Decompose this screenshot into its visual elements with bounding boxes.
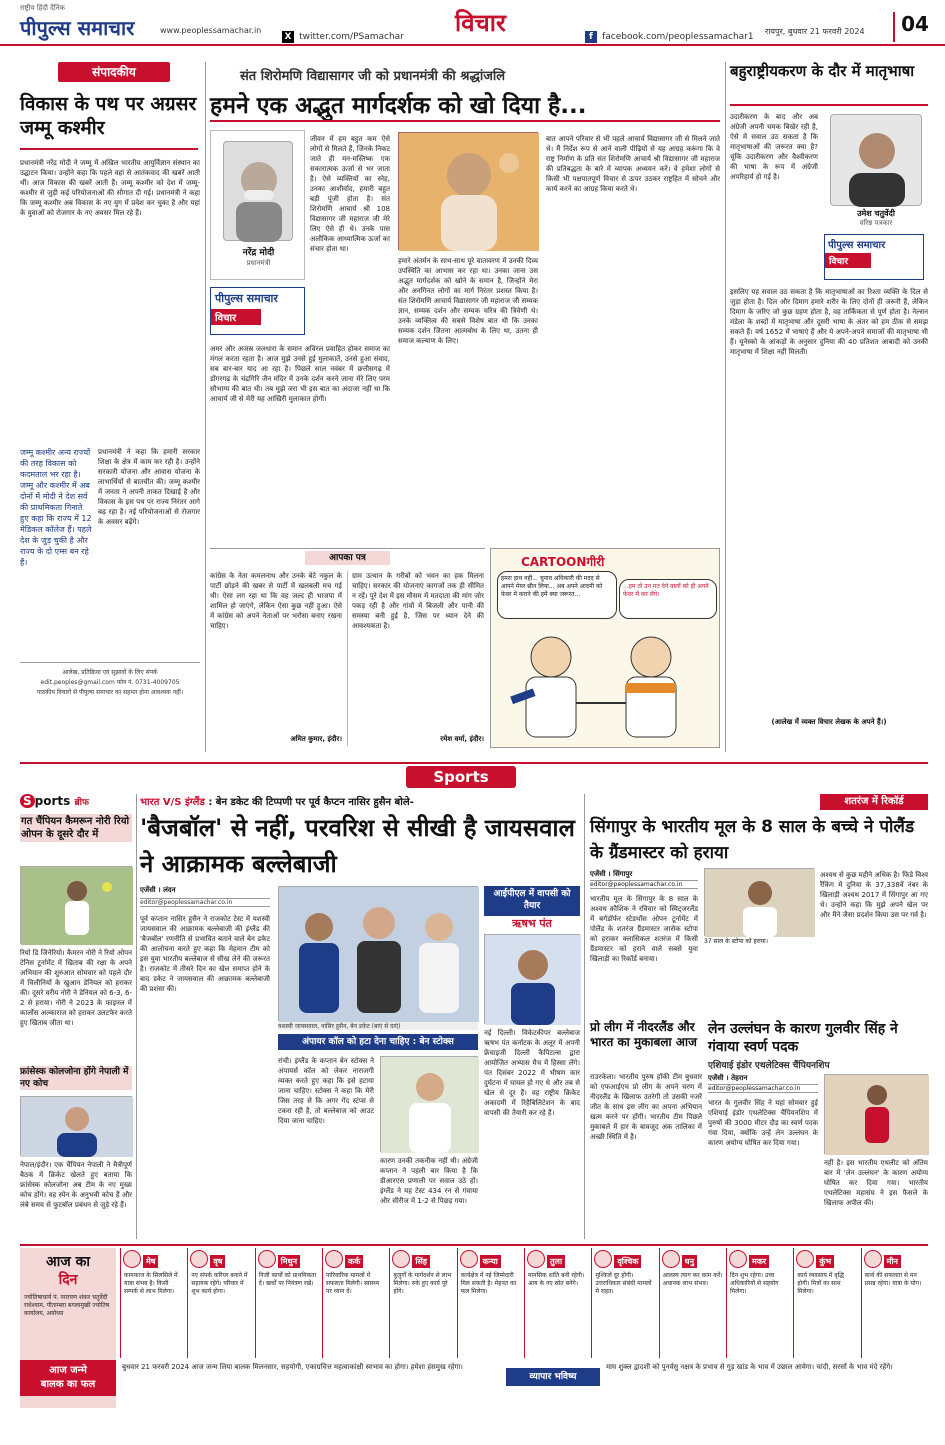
side-body: इसलिए यह सवाल उठ सकता है कि मातृभाषाओं का रिश्ता व्यक्ति के दिल से जुड़ा होता है। दिल और दिमाग हमारे शरीर के लिए दोनों ही जरूरी हैं, लेकिन दिमाग के जरिए जो कुछ ग्रहण होता है, वह तार्किकता से पूर्ण होता है। नेल्सन मंडेला के शब्दों में मातृभाषा और दूसरी भाषा के अंतर को हम ठीक से समझ सकते हैं। वर्ष 1652 में भाषाएं हैं और ये अपने-अपने समाजों की मातृभाषा भी हैं। यूनेस्को के आंकड़ों के अनुसार दुनिया की 40 प्रतिशत आबादी को उनकी मातृभाषा में शिक्षा नहीं मिलती।: [730, 288, 928, 356]
lead-article: [210, 62, 720, 542]
sports-brief-tag-brief: ब्रीफ: [74, 798, 89, 808]
horoscope-sign: [322, 1248, 389, 1358]
brief-headline-2: फ्रांसेस्क कोलजोना होंगे नेपाली में नए कोच: [20, 1066, 132, 1090]
letters-title: आपका पत्र: [305, 551, 390, 565]
chess-byline: एजेंसी । सिंगापुर: [590, 870, 633, 878]
sports-main-title: 'बैजबॉल' से नहीं, परवरिश से सीखी है जायसवाल ने आक्रामक बल्लेबाजी: [140, 814, 575, 878]
lead-photo: [398, 132, 538, 250]
divider: [20, 762, 928, 764]
sports-kicker-text: : बेन डकेट की टिप्पणी पर पूर्व कैप्टन नासिर हुसैन बोले-: [208, 797, 414, 808]
letter-2: ग्राम उत्थान के गरीबों को भवन का हक मिलना चाहिए। सरकार की योजनाएं कागजों तक ही सीमित न रहें। पूरे देश में इस मौसम में मतदाता की मांग जोर पकड़ रही है और गांवों में बिजली और पानी की समस्या बनी हुई है, जिस पर ध्यान देने की आवश्यकता है।: [352, 572, 484, 630]
lead-col3: हमारे अंतर्मन के साथ-साथ पूरे वातावरण में उनकी दिव्य उपस्थिति का आभास कर रहा था। उनका जाना उस अद्भुत मार्गदर्शक को खोने के समान है, जिन्होंने मेरा और अनगिनत लोगों का मार्ग निरंतर प्रशस्त किया है। संत शिरोमणि आचार्य विद्यासागर जी महाराज जी सम्यक ज्ञान, सम्यक दर्शन और सम्यक चरित्र की त्रिवेणी थे। उनके व्यक्तित्व की सबसे विशेष बात थी कि उनका सम्यक दर्शन जितना आत्मबोध के लिए था, उतना ही समाज कल्याण के लिए।: [398, 257, 538, 345]
child-chess-player-icon: [705, 869, 815, 937]
athlete-runner-icon: [825, 1075, 929, 1155]
lead-title: हमने एक अद्भुत मार्गदर्शक को खो दिया है...: [210, 93, 587, 119]
sports-main-article: [140, 794, 580, 1239]
horoscope-sign-name: मेष: [143, 1255, 158, 1268]
athlete-photo: [824, 1074, 928, 1154]
lead-kicker: संत शिरोमणि विद्यासागर जी को प्रधानमंत्री की श्रद्धांजलि: [240, 69, 506, 84]
horoscope-sign-name: कन्या: [480, 1255, 501, 1268]
horoscope-sign-text: बुजुर्गों के मार्गदर्शन से लाभ मिलेगा। रुके हुए कार्य पूरे होंगे।: [393, 1272, 452, 1295]
horoscope-sign: [659, 1248, 726, 1358]
horoscope-head-2: दिन: [58, 1272, 78, 1288]
horoscope-sign-text: नए संपर्क करियर बनाने में सहायक रहेंगे। परिवार में शुभ कार्य होगा।: [191, 1272, 248, 1295]
horoscope-sign-name: वृष: [210, 1255, 225, 1268]
sports-main-email[interactable]: editor@peoplessamachar.co.in: [140, 898, 270, 907]
born-today-line1: आज जन्मे: [49, 1365, 87, 1376]
zodiac-sign-icon: [392, 1250, 410, 1268]
editorial-section: [20, 62, 200, 752]
side-footer: (आलेख में व्यक्त विचार लेखक के अपने हैं।): [771, 718, 887, 726]
author-name: नरेंद्र मोदी: [242, 248, 275, 258]
brand-sub: विचार: [211, 309, 261, 325]
sports-brief-tag-s: S: [20, 794, 35, 808]
pant-photo: [484, 934, 580, 1024]
sports-kicker-match: भारत V/S इंग्लैंड: [140, 797, 205, 808]
masthead: [0, 0, 945, 46]
facebook-icon: f: [585, 31, 597, 43]
column-divider: [136, 794, 137, 1239]
horoscope-sign: [457, 1248, 524, 1358]
zodiac-sign-icon: [729, 1250, 747, 1268]
athletics-body-2: नहीं है। इस भारतीय एथलीट को अंतिम बार में 'लेन उल्लंघन' के कारण अयोग्य घोषित कर दिया गया। भारतीय एथलेटिक्स महासंघ ने इस फैसले के खिलाफ अपील की।: [824, 1159, 928, 1207]
athletics-title: लेन उल्लंघन के कारण गुलवीर सिंह ने गंवाया स्वर्ण पदक: [708, 1021, 898, 1055]
cartoon-title: CARTOONगीरी: [521, 555, 605, 569]
brand-box: [210, 287, 305, 335]
chess-body-2: अश्वथ से कुछ महीने अधिक है। फिडे विश्व रैंकिंग में दुनिया के 37,338वें नंबर के खिलाड़ी अश्वथ 2017 में सिंगापुर आ गए थे। उन्होंने कहा कि मुझे अपने खेल पर और मैंने जैसा प्रदर्शन किया उस पर गर्व है।: [820, 871, 928, 919]
hockey-article: [590, 1020, 702, 1240]
athletics-byline: एजेंसी । तेहरान: [708, 1074, 748, 1082]
side-article: [730, 62, 928, 752]
facebook-handle: facebook.com/peoplessamachar1: [602, 32, 754, 42]
brief-body-2: नेपाल/इंदौर। एक चैंपियन नेपाली ने मैत्रीपूर्ण बैठक में क्रिकेट खेलते हुए बताया कि फ्रांसेस्क कोलजोना अब टीम के नए मुख्य कोच होंगे। वह स्पेन के अनुभवी कोच हैं और लंबे समय से फुटबॉल प्रबंधन से जुड़े रहे हैं।: [20, 1161, 132, 1209]
editorial-footer-disclaimer: पाठकीय विचारों से पीपुल्स समाचार का सहमत होना आवश्यक नहीं।: [36, 689, 184, 696]
cricket-photo-caption: यशस्वी जायसवाल, नासिर हुसैन, बेन डकेट (बाएं से दाएं): [278, 1022, 478, 1030]
divider: [20, 662, 200, 663]
zodiac-sign-icon: [123, 1250, 141, 1268]
tennis-player-icon: [21, 867, 133, 945]
cartoon-section: [490, 548, 720, 748]
sports-sub-body: रांची। इंग्लैंड के कप्तान बेन स्टोक्स ने अंपायर्स कॉल को लेकर नाराजगी व्यक्त करते हुए कहा कि इसे हटाया जाना चाहिए। स्टोक्स ने कहा कि मेरी जिस तरह से कि अगर गेंद स्टंप्स से टकरा रही है, तो बल्लेबाज को आउट दिया जाना चाहिए।: [278, 1057, 374, 1125]
editorial-tag: संपादकीय: [58, 62, 170, 82]
cartoon-drawing-icon: [491, 623, 719, 747]
divider: [20, 1244, 928, 1246]
editorial-footer-email[interactable]: edit.peoples@gmail.com फोन नं. 0731-4009705: [40, 679, 180, 686]
horoscope-sign-name: सिंह: [412, 1255, 430, 1268]
horoscope-sign-name: धनु: [682, 1255, 697, 1268]
editorial-title: विकास के पथ पर अग्रसर जम्मू कश्मीर: [20, 93, 197, 139]
logo[interactable]: पीपुल्स समाचार: [20, 16, 135, 40]
editorial-para2: प्रधानमंत्री ने कहा कि हमारी सरकार शिक्षा के क्षेत्र में काम कर रही है। उन्होंने सरकारी योजना और आवास योजना के लाभार्थियों से बातचीत की। जम्मू कश्मीर में जनता ने अपनी ताकत दिखाई है और विकास के इस पथ पर राज्य निरंतर आगे बढ़ रहा है। नई परियोजनाओं से रोजगार के अवसर बढ़ेंगे।: [98, 448, 200, 526]
stokes-photo: [380, 1056, 478, 1152]
horoscope-sign-text: दिन शुभ रहेगा। उच्च अधिकारियों से सहयोग मिलेगा।: [730, 1272, 779, 1295]
side-author-role: वरिष्ठ पत्रकार: [859, 219, 893, 227]
side-title: बहुराष्ट्रीयकरण के दौर में मातृभाषा: [730, 62, 915, 80]
horoscope-sign-text: कार्यक्षेत्र में नई जिम्मेदारी मिल सकती है। मेहनत का फल मिलेगा।: [460, 1272, 517, 1295]
stokes-portrait-icon: [381, 1057, 479, 1153]
column-divider: [584, 794, 585, 1239]
letter-2-author: रमेश वर्मा, इंदौर।: [440, 735, 484, 743]
editorial-para1: प्रधानमंत्री नरेंद्र मोदी ने जम्मू में अखिल भारतीय आयुर्विज्ञान संस्थान का उद्घाटन किया। उन्होंने कहा कि पहले वहां से आतंकवाद की खबरें आती थीं। आज विकास की खबरें आती हैं। जम्मू कश्मीर को देश में जम्मू-कश्मीर से जुड़ी कई परियोजनाओं की सौगात दी गई। प्रधानमंत्री ने कहा कि जम्मू कश्मीर अब विकास के नए युग में प्रवेश कर चुका है और यहां के युवाओं को रोजगार के नए अवसर मिल रहे हैं।: [20, 159, 200, 217]
horoscope-sign: [187, 1248, 254, 1358]
editorial-footer-contact: आलेख, प्रतिक्रिया एवं सुझावों के लिए संपर्क: [62, 669, 158, 676]
brand-logo: पीपुल्स समाचार: [215, 292, 278, 305]
horoscope-sign-text: कार्य की सफलता से मन प्रसन्न रहेगा। यात्रा के योग।: [864, 1272, 922, 1287]
horoscope-sign-text: आलस्य त्याग कर काम करें। अचानक लाभ संभव।: [662, 1272, 723, 1287]
horoscope-sign-name: कुंभ: [816, 1255, 834, 1268]
horoscope-sign-text: पारिवारिक मामलों में सफलता मिलेगी। स्वास्थ्य पर ध्यान दें।: [326, 1272, 380, 1295]
sports-banner: Sports: [406, 766, 516, 788]
zodiac-sign-icon: [864, 1250, 882, 1268]
lead-col2: अमर और अजस्र जलधारा के समान अविरल प्रवाहित होकर समाज का मंगल करता रहता है। आज मुझे उनसे हुई मुलाकातें, उनसे हुआ संवाद, सब बार-बार याद आ रहा है। पिछले साल नवंबर में छत्तीसगढ़ में डोंगरगढ़ के चंद्रगिरि जैन मंदिर में उनके दर्शन करने जाना मेरे लिए परम सौभाग्य की बात थी। तब मुझे जरा भी इस बात का अंदाजा नहीं था कि आचार्य जी से मेरी यह आखिरी मुलाकात होगी।: [210, 345, 390, 403]
pant-title: आईपीएल में वापसी को तैयार: [484, 886, 580, 916]
horoscope-sign: [255, 1248, 322, 1358]
horoscope-sign: [591, 1248, 658, 1358]
hockey-body: राउरकेला। भारतीय पुरुष हॉकी टीम बुधवार को एफआईएच प्रो लीग के अपने चरण में नीदरलैंड के खिलाफ उतरेगी तो उसकी नजरें जीत के साथ इस लीग का अपना अभियान खत्म करने पर होंगी। भारतीय टीम पिछले मुकाबले में हार के बावजूद अंक तालिका में अच्छी स्थिति में है।: [590, 1073, 702, 1141]
zodiac-sign-icon: [190, 1250, 208, 1268]
horoscope-sign-text: मुश्किलें दूर होंगी। उत्तराधिकार संबंधी मामलों में राहत।: [595, 1272, 652, 1295]
athletics-subtitle: एशियाई इंडोर एथलेटिक्स चैंपियनशिप: [708, 1061, 830, 1071]
side-author-photo: [830, 114, 922, 206]
zodiac-sign-icon: [460, 1250, 478, 1268]
sports-main-kicker: [140, 794, 580, 808]
brand-logo: पीपुल्स समाचार: [828, 240, 886, 251]
horoscope-sign: [389, 1248, 456, 1358]
chess-body: भारतीय मूल के सिंगापुर के 8 साल के अश्वथ कौशिक ने रविवार को स्विट्जरलैंड में बर्गडॉर्फर स्टेडथॉस ओपन टूर्नामेंट में पोलैंड के शतरंज ग्रैंडमास्टर जासेक स्टोपा को हराकर क्लासिकल शतरंज में किसी ग्रैंडमास्टर को हराने वाले सबसे युवा खिलाड़ी का रिकॉर्ड बनाया।: [590, 895, 698, 963]
coach-portrait-icon: [21, 1097, 133, 1157]
author-portrait-icon: [831, 115, 923, 207]
horoscope-sign-text: निजी कार्यों को प्राथमिकता दें। खर्चों पर नियंत्रण रखें।: [258, 1272, 317, 1287]
business-tag: व्यापार भविष्य: [506, 1368, 600, 1386]
chess-tag: शतरंज में रिकॉर्ड: [820, 794, 928, 810]
lead-col1: जीवन में हम बहुत कम ऐसे लोगों से मिलते हैं, जिनके निकट जाते ही मन-मस्तिष्क एक सकारात्मक ऊर्जा से भर जाता है। ऐसे व्यक्तियों का स्नेह, उनका आशीर्वाद, हमारी बहुत बड़ी पूंजी होता है। संत शिरोमणि आचार्य श्री 108 विद्यासागर जी महाराज जी मेरे लिए ऐसे ही थे। उनके पास अलौकिक आध्यात्मिक ऊर्जा का संचार होता था।: [310, 135, 390, 253]
pant-name: ऋषभ पंत: [512, 917, 552, 930]
page-number: 04: [893, 12, 935, 42]
sports-brief-tag: [20, 794, 132, 812]
lead-col4: बात आपने परिवार से भी पहले आचार्य विद्यासागर जी से मिलने जाते थे। मैं निर्देश रूप से आने वाली पीढ़ियों से यह आग्रह करूंगा कि वे राष्ट्र निर्माण के प्रति संत शिरोमणि आचार्य श्री विद्यासागर जी महाराज की प्रतिबद्धता के बारे में व्यापक अध्ययन करें। वे हमेशा लोगों से किसी भी पक्षपातपूर्ण विचार से ऊपर उठकर राष्ट्रहित में सोचने और कार्य करने का आग्रह किया करते थे।: [546, 135, 720, 193]
horoscope-sign: [524, 1248, 591, 1358]
brand-sub: विचार: [825, 253, 871, 268]
horoscope-sign: [726, 1248, 793, 1358]
horoscope-sign-name: तुला: [547, 1255, 565, 1268]
sports-brief-tag-ports: ports: [34, 794, 71, 808]
horoscope-signs: [120, 1248, 928, 1358]
twitter-handle: twitter.com/PSamachar: [299, 32, 404, 42]
horoscope-sign-name: मीन: [884, 1255, 901, 1268]
business-text: माघ शुक्ल द्वादशी को पुनर्वसु नक्षत्र के प्रभाव से गुड़ खांड के भाव में उछाल आयेगा। चांदी, सरसों के भाव मंदे रहेंगे।: [606, 1363, 893, 1371]
born-today-text: बुधवार 21 फरवरी 2024 आज जन्म लिया बालक मिलनसार, सहयोगी, एकाग्रचित्त महत्वाकांक्षी स्वभाव का होगा। हमेशा हंसमुख रहेगा।: [122, 1363, 463, 1371]
chess-title: सिंगापुर के भारतीय मूल के 8 साल के बच्चे ने पोलैंड के ग्रैंडमास्टर को हराया: [590, 817, 915, 863]
pant-portrait-icon: [485, 935, 581, 1025]
divider: [210, 120, 720, 122]
horoscope-head-1: आज का: [46, 1254, 90, 1270]
divider: [20, 148, 198, 150]
coach-photo: [20, 1096, 132, 1156]
horoscope-sign-text: मानसिक शांति बनी रहेगी। आय के नए स्रोत बनेंगे।: [528, 1272, 585, 1287]
zodiac-sign-icon: [258, 1250, 276, 1268]
author-box: [210, 130, 305, 280]
horoscope-sign: [861, 1248, 928, 1358]
horoscope-sign-name: मिथुन: [278, 1255, 300, 1268]
saint-portrait-icon: [399, 133, 539, 251]
dateline: रायपुर, बुधवार 21 फरवरी 2024: [765, 27, 865, 36]
zodiac-sign-icon: [594, 1250, 612, 1268]
brief-body-1: रियो डि जिनेरियो। कैमरन नोरी ने रियो ओपन टेनिस टूर्नामेंट में खिताब की रक्षा के अपने अभियान की शुरुआत सोमवार को पहले दौर में चिलीनियों के खुआन डेनियल को हराकर की। दूसरे वरीय नोरी ने डेनियल को 6-3, 6-2 से हराया। नोरी ने 2023 के फाइनल में कार्लोस अल्काराज को हराकर उलटफेर करते हुए खिताब जीता था।: [20, 949, 132, 1027]
speech-bubble-left: हमरा हाथ नहीं... चुनाव अधिकारी की मदद से आपने मेयर छीन लिया... अब अपने आदमी को फेवर में कराने की हमें क्या जरूरत...: [497, 571, 617, 619]
author-role: प्रधानमंत्री: [246, 259, 271, 267]
brief-headline-1: गत चैंपियन कैमरून नोरी रियो ओपन के दूसरे दौर में: [20, 814, 132, 842]
twitter-link[interactable]: [282, 24, 404, 43]
horoscope-sign-name: कर्क: [345, 1255, 363, 1268]
chess-email[interactable]: editor@peoplessamachar.co.in: [590, 880, 698, 889]
athletics-body: भारत के गुलवीर सिंह ने यहां सोमवार हुई एशियाई इंडोर एथलेटिक्स चैंपियनशिप में पुरुषों की 3000 मीटर दौड़ का स्वर्ण पदक गंवा दिया, क्योंकि उन्हें लेन उल्लंघन के कारण अयोग्य घोषित कर दिया गया।: [708, 1099, 818, 1147]
horoscope-sign-name: वृश्चिक: [614, 1255, 641, 1268]
athletics-email[interactable]: editor@peoplessamachar.co.in: [708, 1084, 818, 1093]
brand-box: [824, 234, 924, 280]
horoscope-sign: [793, 1248, 860, 1358]
horoscope-sign-name: मकर: [749, 1255, 769, 1268]
logo-tagline: राष्ट्रीय हिंदी दैनिक: [20, 4, 65, 12]
side-author-name: उमेश चतुर्वेदी: [857, 209, 895, 218]
letter-1-author: अमित कुमार, इंदौर।: [290, 735, 342, 743]
facebook-link[interactable]: [585, 24, 754, 43]
twitter-x-icon: X: [282, 31, 294, 43]
chess-photo: [704, 868, 814, 936]
zodiac-sign-icon: [796, 1250, 814, 1268]
zodiac-sign-icon: [325, 1250, 343, 1268]
horoscope-sign-text: कार्य व्यवसाय में वृद्धि होगी। मित्रों का साथ मिलेगा।: [797, 1272, 844, 1295]
astrologer-info: ज्योतिषाचार्य पं. नारायण शंकर चतुर्वेदी राधेश्याम, पीताम्बरा बगलामुखी ज्योतिष कार्यालय, अयोध्या: [24, 1294, 110, 1317]
side-intro: उदारीकरण के बाद और अब अंग्रेजी अपनी चमक बिखेर रही है, ऐसे में सवाल उठ सकता है कि मातृभाषाओं की जरूरत क्या है? चूंकि उदारीकरण और वैश्वीकरण की भाषा के रूप में अंग्रेजी अपरिहार्य हो गई है।: [730, 113, 818, 181]
zodiac-sign-icon: [662, 1250, 680, 1268]
hockey-title: प्रो लीग में नीदरलैंड और भारत का मुकाबला आज: [590, 1020, 697, 1049]
sports-main-body: पूर्व कप्तान नासिर हुसैन ने राजकोट टेस्ट में यशस्वी जायसवाल की आक्रामक बल्लेबाजी की इंग्लैंड की 'बैजबॉल' रणनीति से प्रभावित बताने वाले बेन डकेट की आलोचना करते हुए कहा कि मेहमान टीम को इस युवा भारतीय बल्लेबाज से सीख लेने की जरूरत है। राजकोट में तीसरे दिन का खेल समाप्त होने के बाद डकेट ने जायसवाल की आक्रामक बल्लेबाजी की प्रशंसा की।: [140, 915, 270, 993]
horoscope-sign: [120, 1248, 187, 1358]
website-link[interactable]: www.peoplessamachar.in: [160, 26, 262, 35]
athletics-article: [708, 1020, 928, 1240]
horoscope-sign-text: कामकाज के सिलसिले में यात्रा संभव है। किसी सम्पर्क से लाभ मिलेगा।: [124, 1272, 178, 1295]
column-divider: [725, 62, 726, 752]
horoscope-section: [20, 1248, 928, 1408]
sports-sub-body-2: कारण उनकी तकनीक नहीं थी। अंग्रेजी कप्तान ने पहली बार किया है कि डीआरएस प्रणाली पर सवाल उठे हों। इंग्लैंड ने यह टेस्ट 434 रन से गंवाया और सीरीज में 1-2 से पिछड़ गया।: [380, 1157, 478, 1205]
author-portrait-icon: [224, 142, 294, 242]
chess-article: [590, 794, 928, 1014]
cricketers-collage-icon: [279, 887, 479, 1022]
letters-section: [210, 548, 485, 748]
chess-caption: 37 साल के स्टोपा को हराया।: [704, 938, 768, 945]
divider: [347, 571, 348, 746]
zodiac-sign-icon: [527, 1250, 545, 1268]
section-title: विचार: [455, 9, 506, 37]
editorial-pullquote: जम्मू कश्मीर अन्य राज्यों की तरह विकास को कदमताल भर रहा है। जम्मू और कश्मीर में अब दोनों में मोदी ने देश सर्व की प्राथमिकता गिनाते हुए कहा कि राज्य में 12 मेडिकल कॉलेज हैं। पहले देश के जुड़ चुकी है और राज्य के दो एम्स बन रहे हैं।: [20, 448, 92, 567]
cricket-photo: [278, 886, 478, 1021]
column-divider: [205, 62, 206, 752]
author-photo: [223, 141, 293, 241]
sports-sub-title: अंपायर कॉल को हटा देना चाहिए : बेन स्टोक्स: [278, 1034, 478, 1050]
tennis-photo: [20, 866, 132, 944]
speech-bubble-right: ...हम तो उन मत देने वालों को ही अपने फेवर में कर लेंगे।: [619, 579, 717, 619]
pant-body: नई दिल्ली। विकेटकीपर बल्लेबाज ऋषभ पंत कर्नाटक के अलूर में अपनी फ्रेंचाइजी दिल्ली कैपिटल्स द्वारा आयोजित अभ्यास मैच में हिस्सा लेंगे। पंत दिसंबर 2022 में भीषण कार दुर्घटना में घायल हो गए थे और तब से खेल से दूर हैं। वह राष्ट्रीय क्रिकेट अकादमी में रिहैबिलिटेशन के बाद वापसी की तैयारी कर रहे हैं।: [484, 1029, 580, 1117]
divider: [730, 104, 928, 106]
sports-brief: [20, 794, 132, 1239]
born-today-line2: बालक का फल: [40, 1379, 96, 1390]
sports-main-byline: एजेंसी । लंदन: [140, 886, 176, 894]
letter-1: कांग्रेस के नेता कमलनाथ और उनके बेटे नकुल के पार्टी छोड़ने की खबर से पार्टी में खलबली मच गई थी। ऐसा लग रहा था कि वह जल्द ही भाजपा में शामिल हो जाएंगे, लेकिन ऐसा कुछ नहीं हुआ। ऐसे में कांग्रेस को अपने नेताओं पर भरोसा बनाए रखना चाहिए।: [210, 572, 342, 630]
born-today-tag: [20, 1360, 116, 1396]
